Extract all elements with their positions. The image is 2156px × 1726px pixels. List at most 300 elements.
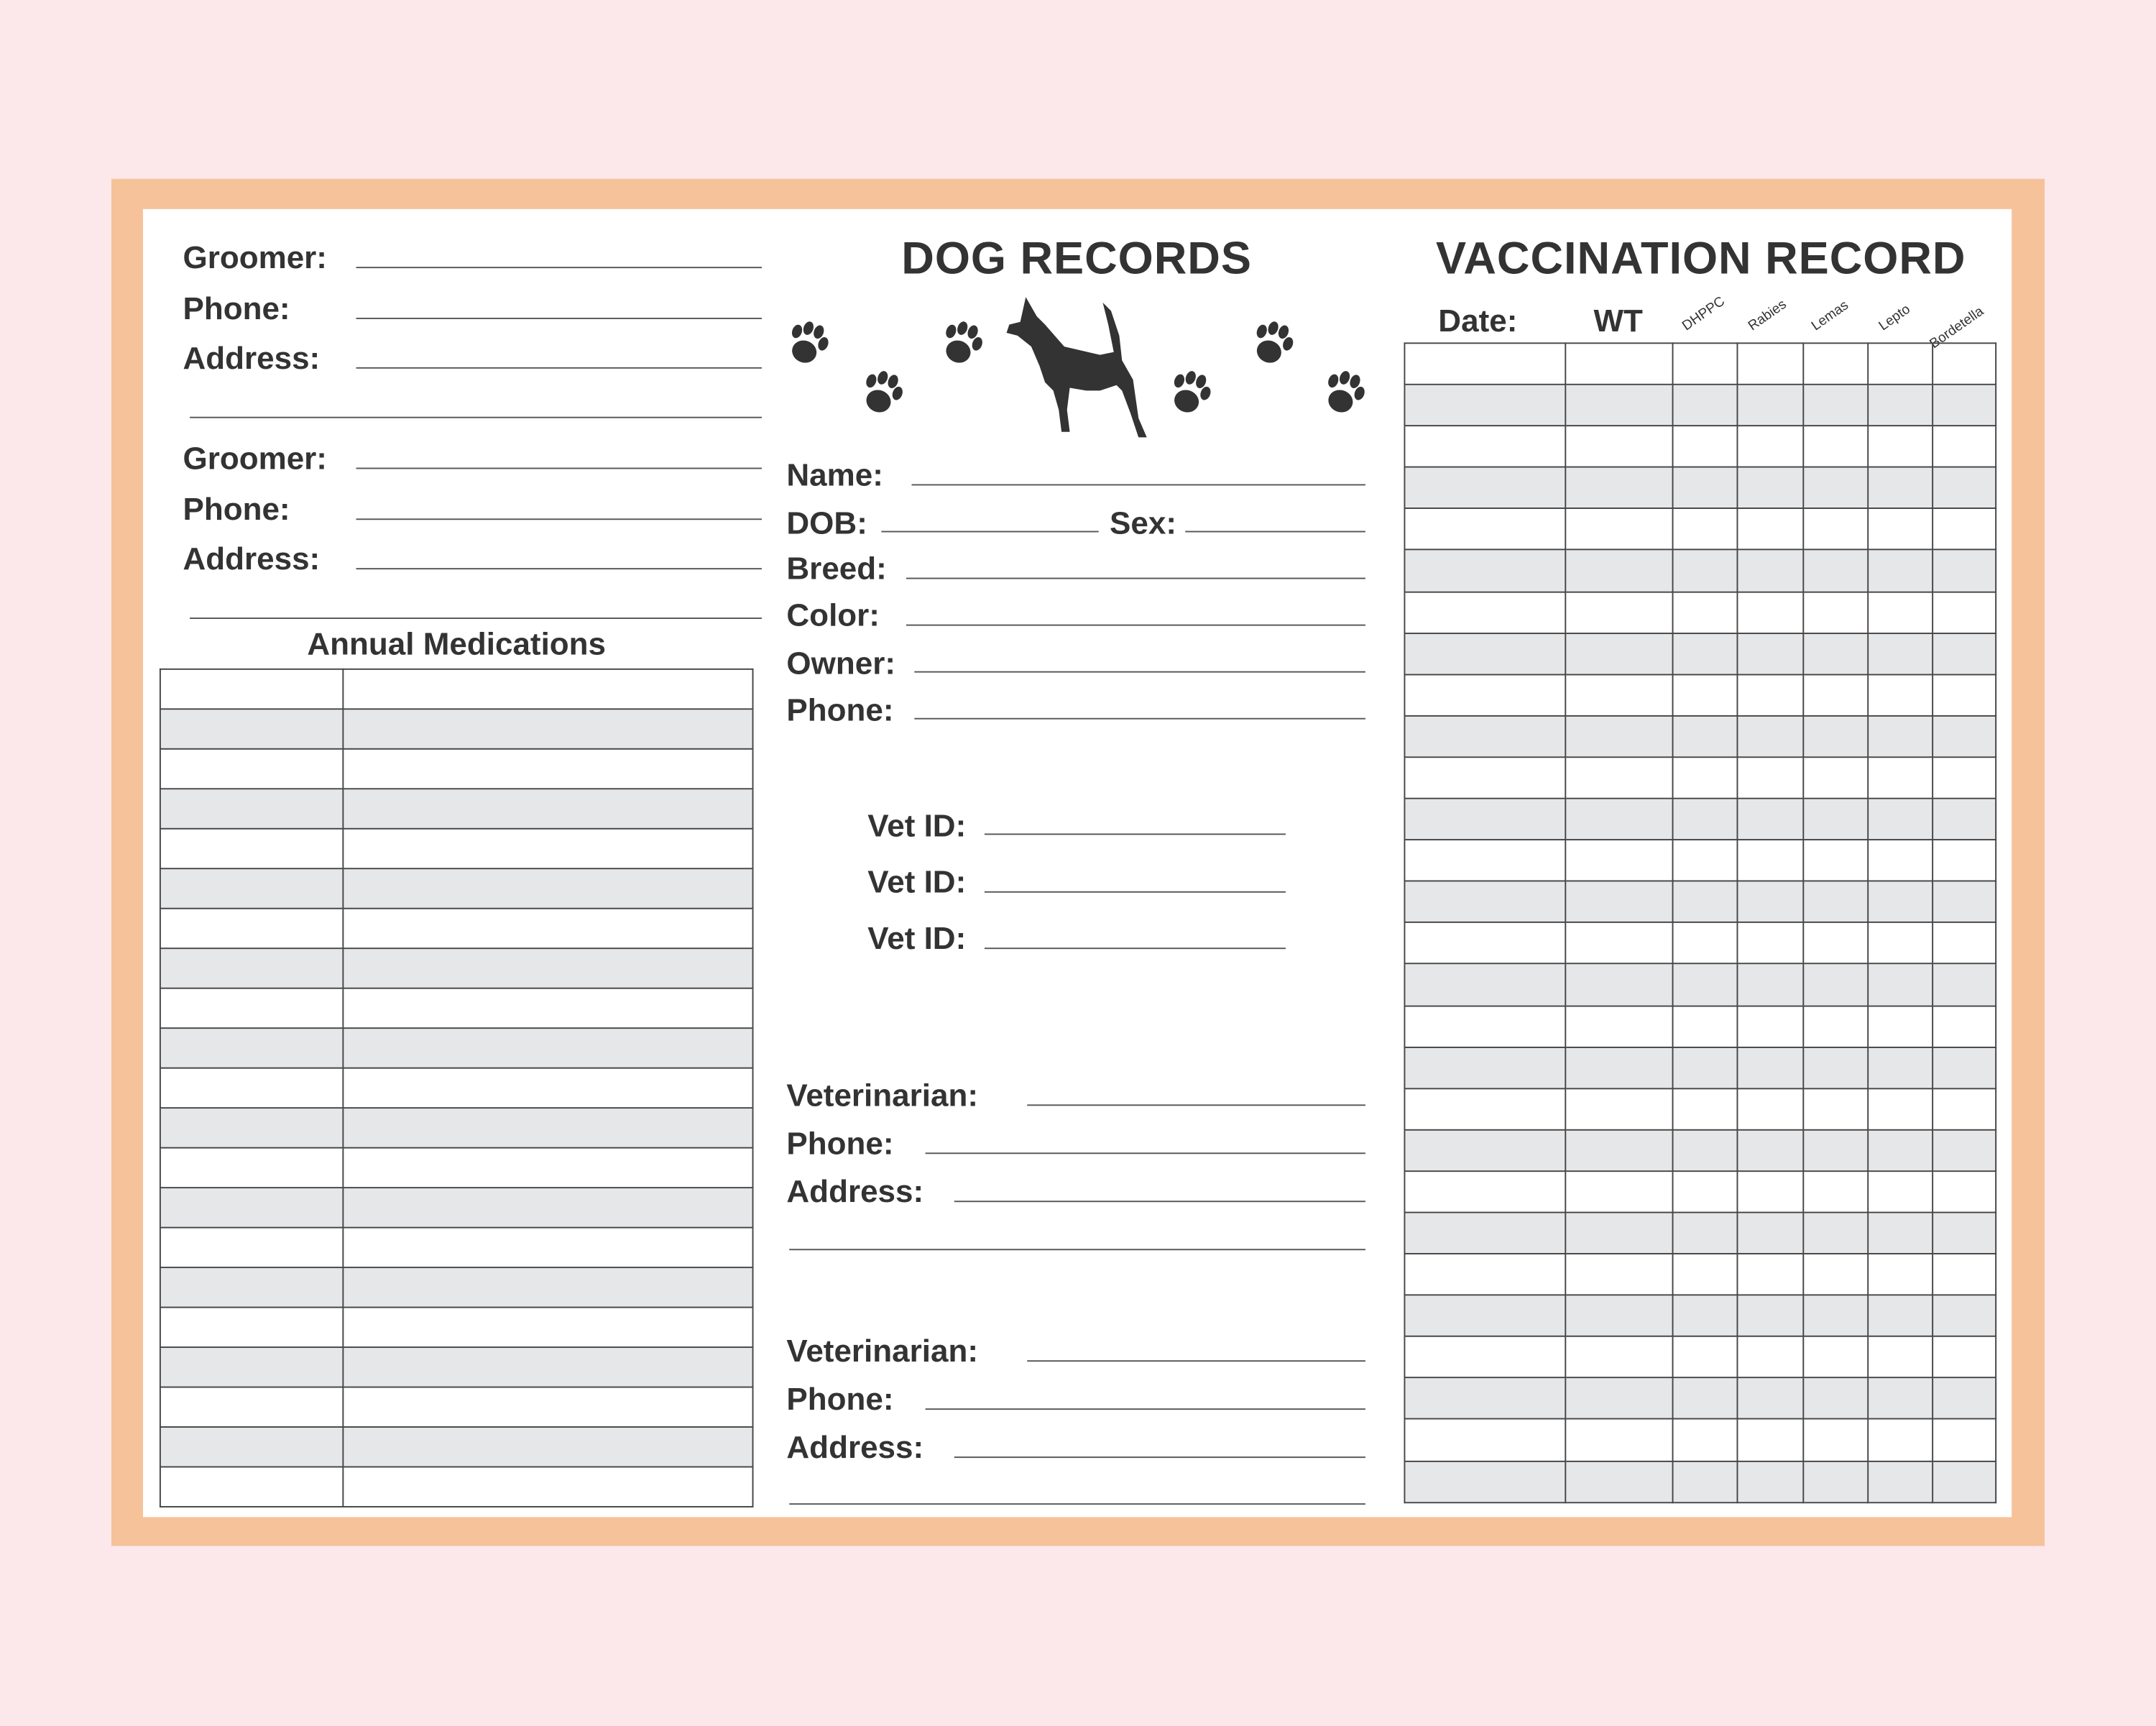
table-cell[interactable]: [1738, 1088, 1802, 1130]
table-cell[interactable]: [1565, 385, 1673, 426]
table-cell[interactable]: [1868, 509, 1932, 551]
table-cell[interactable]: [1932, 922, 1996, 964]
table-row: [1404, 633, 1996, 674]
table-cell[interactable]: [1932, 1254, 1996, 1295]
table-cell[interactable]: [1868, 1461, 1932, 1502]
table-cell[interactable]: [1404, 922, 1565, 964]
table-cell[interactable]: [1802, 1047, 1867, 1088]
groomer-address-field-1b[interactable]: [190, 417, 762, 418]
table-cell[interactable]: [160, 909, 344, 948]
table-cell[interactable]: [160, 1148, 344, 1188]
table-cell[interactable]: [160, 868, 344, 908]
table-row: [160, 669, 753, 709]
table-cell[interactable]: [1404, 1047, 1565, 1088]
table-cell[interactable]: [160, 1387, 344, 1427]
table-row: [1404, 592, 1996, 633]
table-cell[interactable]: [160, 1188, 344, 1227]
table-cell[interactable]: [1673, 1461, 1738, 1502]
table-cell[interactable]: [1738, 467, 1802, 509]
table-cell[interactable]: [1565, 1129, 1673, 1171]
table-row: [1404, 840, 1996, 881]
table-cell[interactable]: [1802, 467, 1867, 509]
table-cell[interactable]: [1802, 799, 1867, 840]
table-cell[interactable]: [1802, 343, 1867, 385]
vet-address-label-1: Address:: [786, 1173, 924, 1209]
table-cell[interactable]: [1738, 550, 1802, 592]
table-cell[interactable]: [160, 709, 344, 748]
table-cell[interactable]: [1673, 1378, 1738, 1420]
table-row: [160, 868, 753, 908]
table-cell[interactable]: [1404, 550, 1565, 592]
table-cell[interactable]: [1565, 550, 1673, 592]
table-cell[interactable]: [1404, 1336, 1565, 1378]
table-row: [160, 1467, 753, 1507]
table-cell[interactable]: [1932, 1129, 1996, 1171]
table-cell[interactable]: [160, 1068, 344, 1108]
table-cell[interactable]: [1673, 426, 1738, 468]
table-cell[interactable]: [1802, 385, 1867, 426]
table-cell[interactable]: [1404, 1378, 1565, 1420]
table-cell[interactable]: [1802, 964, 1867, 1006]
groomer-label-1: Groomer:: [183, 239, 327, 275]
table-cell[interactable]: [1404, 633, 1565, 674]
table-cell[interactable]: [1673, 922, 1738, 964]
table-cell[interactable]: [1868, 1378, 1932, 1420]
table-cell[interactable]: [1565, 1336, 1673, 1378]
table-cell[interactable]: [343, 868, 752, 908]
table-cell[interactable]: [1868, 881, 1932, 923]
table-cell[interactable]: [1868, 592, 1932, 633]
table-cell[interactable]: [1802, 1171, 1867, 1213]
table-cell[interactable]: [1738, 592, 1802, 633]
table-cell[interactable]: [1802, 881, 1867, 923]
lemas-column-header: Lemas: [1809, 298, 1852, 334]
table-cell[interactable]: [1565, 1006, 1673, 1047]
groomer-phone-field-1[interactable]: [356, 318, 762, 319]
table-cell[interactable]: [1673, 592, 1738, 633]
table-cell[interactable]: [1738, 1378, 1802, 1420]
table-cell[interactable]: [1404, 674, 1565, 716]
table-cell[interactable]: [1404, 426, 1565, 468]
table-cell[interactable]: [1932, 633, 1996, 674]
table-cell[interactable]: [1868, 426, 1932, 468]
veterinarian-label-1: Veterinarian:: [786, 1077, 979, 1113]
table-cell[interactable]: [1802, 1378, 1867, 1420]
table-cell[interactable]: [343, 749, 752, 789]
table-cell[interactable]: [1868, 550, 1932, 592]
table-cell[interactable]: [343, 829, 752, 868]
table-cell[interactable]: [1673, 1295, 1738, 1337]
table-cell[interactable]: [1802, 1254, 1867, 1295]
table-cell[interactable]: [1868, 716, 1932, 758]
table-cell[interactable]: [343, 1427, 752, 1466]
table-cell[interactable]: [1738, 343, 1802, 385]
table-row: [160, 1188, 753, 1227]
table-cell[interactable]: [1802, 757, 1867, 799]
vet-id-label-3: Vet ID:: [867, 919, 967, 956]
table-row: [160, 789, 753, 828]
table-cell[interactable]: [1932, 509, 1996, 551]
table-cell[interactable]: [343, 1068, 752, 1108]
table-cell[interactable]: [1565, 633, 1673, 674]
vet-phone-field-2[interactable]: [926, 1408, 1365, 1410]
table-row: [160, 1387, 753, 1427]
table-cell[interactable]: [1404, 1254, 1565, 1295]
table-cell[interactable]: [1932, 1047, 1996, 1088]
table-cell[interactable]: [1868, 1213, 1932, 1254]
table-cell[interactable]: [160, 829, 344, 868]
table-cell[interactable]: [343, 909, 752, 948]
table-cell[interactable]: [160, 1467, 344, 1507]
table-row: [1404, 509, 1996, 551]
table-cell[interactable]: [1932, 840, 1996, 881]
table-cell[interactable]: [1673, 1047, 1738, 1088]
table-cell[interactable]: [1932, 1088, 1996, 1130]
table-cell[interactable]: [1565, 1461, 1673, 1502]
table-cell[interactable]: [160, 669, 344, 709]
table-cell[interactable]: [1802, 922, 1867, 964]
table-cell[interactable]: [1932, 467, 1996, 509]
table-cell[interactable]: [1565, 1254, 1673, 1295]
table-cell[interactable]: [1673, 674, 1738, 716]
table-cell[interactable]: [1932, 1378, 1996, 1420]
table-cell[interactable]: [1404, 1088, 1565, 1130]
table-cell[interactable]: [1738, 881, 1802, 923]
table-cell[interactable]: [160, 948, 344, 988]
table-cell[interactable]: [1868, 1129, 1932, 1171]
table-cell[interactable]: [1565, 881, 1673, 923]
table-cell[interactable]: [1404, 1419, 1565, 1461]
breed-label: Breed:: [786, 550, 887, 587]
table-cell[interactable]: [1738, 1461, 1802, 1502]
table-cell[interactable]: [1673, 1336, 1738, 1378]
table-cell[interactable]: [1802, 716, 1867, 758]
groomer-address-field-2[interactable]: [356, 568, 762, 569]
vet-address-field-2[interactable]: [954, 1456, 1365, 1458]
table-cell[interactable]: [1868, 1088, 1932, 1130]
table-cell[interactable]: [1738, 1129, 1802, 1171]
table-cell[interactable]: [1868, 1295, 1932, 1337]
table-cell[interactable]: [1404, 1129, 1565, 1171]
table-cell[interactable]: [1404, 716, 1565, 758]
table-cell[interactable]: [1404, 385, 1565, 426]
owner-field[interactable]: [914, 671, 1365, 673]
table-cell[interactable]: [1565, 757, 1673, 799]
table-cell[interactable]: [1738, 1336, 1802, 1378]
table-cell[interactable]: [343, 709, 752, 748]
table-cell[interactable]: [1673, 757, 1738, 799]
table-cell[interactable]: [1738, 426, 1802, 468]
table-cell[interactable]: [1932, 674, 1996, 716]
table-cell[interactable]: [1802, 1461, 1867, 1502]
table-cell[interactable]: [343, 669, 752, 709]
table-cell[interactable]: [1802, 509, 1867, 551]
table-cell[interactable]: [1404, 509, 1565, 551]
table-cell[interactable]: [1868, 343, 1932, 385]
table-cell[interactable]: [1565, 592, 1673, 633]
table-cell[interactable]: [1868, 1006, 1932, 1047]
table-cell[interactable]: [1932, 592, 1996, 633]
table-cell[interactable]: [1673, 799, 1738, 840]
table-cell[interactable]: [1738, 716, 1802, 758]
table-cell[interactable]: [1565, 343, 1673, 385]
table-cell[interactable]: [1802, 1295, 1867, 1337]
groomer-phone-field-2[interactable]: [356, 518, 762, 520]
table-cell[interactable]: [1565, 467, 1673, 509]
table-cell[interactable]: [343, 1228, 752, 1267]
table-cell[interactable]: [1673, 633, 1738, 674]
table-cell[interactable]: [1673, 550, 1738, 592]
vet-id-label-1: Vet ID:: [867, 807, 967, 843]
table-cell[interactable]: [343, 1267, 752, 1307]
table-cell[interactable]: [1404, 799, 1565, 840]
table-cell[interactable]: [1404, 757, 1565, 799]
table-row: [160, 1427, 753, 1466]
table-cell[interactable]: [1404, 343, 1565, 385]
table-cell[interactable]: [1932, 964, 1996, 1006]
table-cell[interactable]: [1565, 1419, 1673, 1461]
table-cell[interactable]: [343, 1188, 752, 1227]
table-cell[interactable]: [160, 749, 344, 789]
table-cell[interactable]: [160, 1308, 344, 1347]
groomer-field-1[interactable]: [356, 267, 762, 268]
vet-id-field-2[interactable]: [985, 891, 1286, 893]
table-cell[interactable]: [160, 1228, 344, 1267]
table-cell[interactable]: [1932, 550, 1996, 592]
table-cell[interactable]: [1673, 840, 1738, 881]
table-cell[interactable]: [1932, 1336, 1996, 1378]
table-cell[interactable]: [1932, 426, 1996, 468]
table-cell[interactable]: [1673, 1171, 1738, 1213]
veterinarian-label-2: Veterinarian:: [786, 1332, 979, 1369]
table-cell[interactable]: [1802, 840, 1867, 881]
vet-id-field-1[interactable]: [985, 833, 1286, 835]
table-cell[interactable]: [1932, 1295, 1996, 1337]
vet-address-field-1b[interactable]: [789, 1249, 1365, 1250]
groomer-field-2[interactable]: [356, 468, 762, 469]
table-cell[interactable]: [1565, 426, 1673, 468]
vet-address-field-2b[interactable]: [789, 1503, 1365, 1505]
table-cell[interactable]: [1932, 799, 1996, 840]
table-row: [1404, 1336, 1996, 1378]
table-cell[interactable]: [1738, 633, 1802, 674]
table-cell[interactable]: [160, 1427, 344, 1466]
table-cell[interactable]: [1565, 716, 1673, 758]
table-cell[interactable]: [1802, 1129, 1867, 1171]
table-cell[interactable]: [1673, 1419, 1738, 1461]
table-cell[interactable]: [1565, 1295, 1673, 1337]
table-row: [160, 1347, 753, 1387]
table-cell[interactable]: [1404, 1295, 1565, 1337]
table-cell[interactable]: [160, 1108, 344, 1147]
table-cell[interactable]: [343, 1148, 752, 1188]
name-field[interactable]: [912, 484, 1365, 485]
table-cell[interactable]: [1868, 1336, 1932, 1378]
rabies-column-header: Rabies: [1746, 297, 1790, 334]
table-cell[interactable]: [1738, 922, 1802, 964]
table-cell[interactable]: [1565, 840, 1673, 881]
table-cell[interactable]: [1565, 1171, 1673, 1213]
table-cell[interactable]: [1565, 674, 1673, 716]
table-cell[interactable]: [160, 1028, 344, 1068]
sex-field[interactable]: [1185, 531, 1365, 533]
table-cell[interactable]: [1673, 881, 1738, 923]
table-cell[interactable]: [1868, 467, 1932, 509]
vet-id-field-3[interactable]: [985, 947, 1286, 949]
table-cell[interactable]: [1802, 550, 1867, 592]
table-row: [1404, 426, 1996, 468]
table-cell[interactable]: [1932, 881, 1996, 923]
table-cell[interactable]: [1738, 1213, 1802, 1254]
table-cell[interactable]: [1738, 1295, 1802, 1337]
table-cell[interactable]: [343, 1028, 752, 1068]
table-cell[interactable]: [1868, 1254, 1932, 1295]
table-cell[interactable]: [1868, 799, 1932, 840]
table-cell[interactable]: [1868, 1171, 1932, 1213]
table-cell[interactable]: [1932, 1461, 1996, 1502]
table-cell[interactable]: [160, 1347, 344, 1387]
table-cell[interactable]: [1565, 509, 1673, 551]
date-column-header: Date:: [1438, 302, 1518, 339]
table-cell[interactable]: [1673, 1088, 1738, 1130]
table-cell[interactable]: [1868, 1047, 1932, 1088]
table-cell[interactable]: [343, 1347, 752, 1387]
table-cell[interactable]: [1932, 343, 1996, 385]
dob-label: DOB:: [786, 505, 867, 541]
table-cell[interactable]: [1802, 1419, 1867, 1461]
table-cell[interactable]: [1738, 1006, 1802, 1047]
table-cell[interactable]: [160, 789, 344, 828]
table-cell[interactable]: [1673, 1254, 1738, 1295]
table-cell[interactable]: [1802, 633, 1867, 674]
table-row: [1404, 343, 1996, 385]
dob-field[interactable]: [881, 531, 1098, 533]
color-field[interactable]: [906, 625, 1365, 626]
table-cell[interactable]: [1932, 1006, 1996, 1047]
table-cell[interactable]: [1868, 964, 1932, 1006]
table-cell[interactable]: [343, 948, 752, 988]
table-cell[interactable]: [1932, 757, 1996, 799]
table-cell[interactable]: [1404, 1006, 1565, 1047]
table-cell[interactable]: [343, 1387, 752, 1427]
table-cell[interactable]: [1565, 922, 1673, 964]
table-cell[interactable]: [160, 1267, 344, 1307]
groomer-address-field-1[interactable]: [356, 367, 762, 369]
table-cell[interactable]: [1673, 509, 1738, 551]
table-cell[interactable]: [1932, 716, 1996, 758]
table-cell[interactable]: [1738, 1171, 1802, 1213]
table-cell[interactable]: [1673, 343, 1738, 385]
table-cell[interactable]: [1738, 757, 1802, 799]
table-cell[interactable]: [1673, 1129, 1738, 1171]
table-cell[interactable]: [1738, 840, 1802, 881]
table-cell[interactable]: [1404, 467, 1565, 509]
table-cell[interactable]: [1802, 592, 1867, 633]
table-cell[interactable]: [1673, 467, 1738, 509]
groomer-address-field-2b[interactable]: [190, 618, 762, 619]
table-cell[interactable]: [1738, 1047, 1802, 1088]
table-cell[interactable]: [1932, 1171, 1996, 1213]
table-row: [1404, 1419, 1996, 1461]
table-cell[interactable]: [1802, 426, 1867, 468]
table-row: [1404, 716, 1996, 758]
table-cell[interactable]: [1802, 674, 1867, 716]
table-cell[interactable]: [1565, 1088, 1673, 1130]
table-cell[interactable]: [1404, 840, 1565, 881]
groomer-phone-label-1: Phone:: [183, 290, 290, 326]
vet-phone-field-1[interactable]: [926, 1152, 1365, 1154]
dog-records-title: DOG RECORDS: [901, 232, 1252, 284]
table-cell[interactable]: [1932, 1419, 1996, 1461]
table-cell[interactable]: [1868, 1419, 1932, 1461]
table-cell[interactable]: [343, 789, 752, 828]
table-row: [1404, 1461, 1996, 1502]
table-cell[interactable]: [1404, 1461, 1565, 1502]
table-cell[interactable]: [1738, 1419, 1802, 1461]
table-cell[interactable]: [1673, 385, 1738, 426]
breed-field[interactable]: [906, 578, 1365, 579]
table-row: [1404, 799, 1996, 840]
table-cell[interactable]: [1738, 385, 1802, 426]
table-cell[interactable]: [1868, 385, 1932, 426]
table-row: [1404, 964, 1996, 1006]
table-cell[interactable]: [1802, 1213, 1867, 1254]
table-cell[interactable]: [1932, 1213, 1996, 1254]
table-cell[interactable]: [1802, 1336, 1867, 1378]
table-cell[interactable]: [1404, 964, 1565, 1006]
table-cell[interactable]: [1868, 633, 1932, 674]
table-cell[interactable]: [1673, 1213, 1738, 1254]
table-cell[interactable]: [1404, 1213, 1565, 1254]
table-cell[interactable]: [1565, 799, 1673, 840]
table-cell[interactable]: [1802, 1088, 1867, 1130]
table-cell[interactable]: [1802, 1006, 1867, 1047]
table-cell[interactable]: [1868, 674, 1932, 716]
table-cell[interactable]: [1868, 840, 1932, 881]
phone-field[interactable]: [914, 718, 1365, 720]
table-cell[interactable]: [1868, 922, 1932, 964]
table-cell[interactable]: [1565, 1213, 1673, 1254]
veterinarian-field-2[interactable]: [1027, 1360, 1365, 1362]
table-cell[interactable]: [343, 988, 752, 1028]
name-label: Name:: [786, 456, 883, 492]
table-cell[interactable]: [1673, 716, 1738, 758]
table-cell[interactable]: [1404, 881, 1565, 923]
table-cell[interactable]: [1404, 592, 1565, 633]
table-cell[interactable]: [1738, 509, 1802, 551]
table-cell[interactable]: [1738, 1254, 1802, 1295]
table-cell[interactable]: [343, 1467, 752, 1507]
owner-label: Owner:: [786, 645, 896, 681]
veterinarian-field-1[interactable]: [1027, 1104, 1365, 1106]
table-cell[interactable]: [1404, 1171, 1565, 1213]
table-cell[interactable]: [1565, 964, 1673, 1006]
table-cell[interactable]: [1673, 964, 1738, 1006]
table-cell[interactable]: [1673, 1006, 1738, 1047]
table-cell[interactable]: [160, 988, 344, 1028]
table-cell[interactable]: [1932, 385, 1996, 426]
table-cell[interactable]: [1738, 674, 1802, 716]
vet-address-field-1[interactable]: [954, 1201, 1365, 1202]
table-cell[interactable]: [1565, 1047, 1673, 1088]
table-row: [1404, 1006, 1996, 1047]
table-cell[interactable]: [1738, 964, 1802, 1006]
table-cell[interactable]: [343, 1108, 752, 1147]
table-cell[interactable]: [343, 1308, 752, 1347]
table-cell[interactable]: [1565, 1378, 1673, 1420]
table-cell[interactable]: [1738, 799, 1802, 840]
table-cell[interactable]: [1868, 757, 1932, 799]
